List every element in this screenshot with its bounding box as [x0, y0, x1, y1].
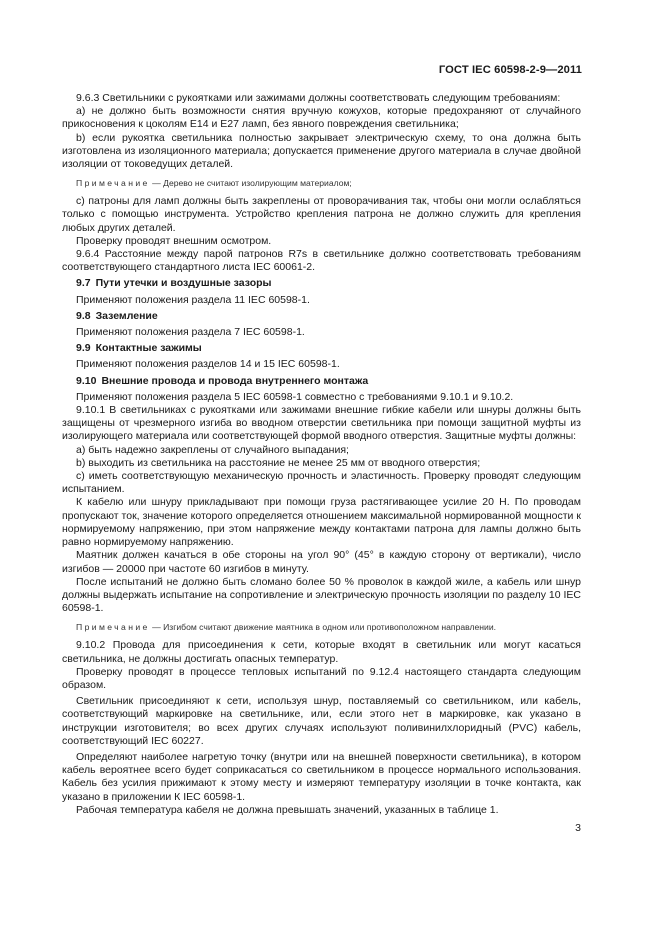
clause-9-10-1-c: c) иметь соответствующую механическую прочность и эластичность. Проверку проводят следующим испытанием.: [62, 470, 581, 496]
document-header: ГОСТ IEC 60598-2-9—2011: [438, 64, 582, 76]
check-visual: Проверку проводят внешним осмотром.: [76, 234, 272, 247]
page-number: 3: [575, 822, 581, 834]
clause-9-10-2-connect: Светильник присоединяют к сети, используя шнур, поставляемый со светильником, или кабель, соответствующий маркировке на светильнике, или, если этого нет в маркировке, как указано в инструкции изготовителя; во всех других случаях используют поливинилхлоридный (PVC) кабель, соответствующий IEC 60227.: [62, 695, 581, 747]
clause-9-6-3-c: c) патроны для ламп должны быть закреплены от проворачивания так, чтобы они могли ослабляться только с помощью инструмента. Устройство крепления патрона не должно служить для крепления любых других деталей.: [62, 195, 581, 234]
test-result: После испытаний не должно быть сломано более 50 % проволок в каждой жиле, а кабель или шнур должны выдержать испытание на сопротивление и электрическую прочность изоляции по разделу 10 IEC 60598-1.: [62, 575, 581, 615]
note-label: Примечание: [76, 178, 150, 189]
section-number: 9.8: [76, 309, 91, 322]
section-title: Внешние провода и провода внутреннего монтажа: [101, 374, 369, 387]
clause-9-10-2: 9.10.2 Провода для присоединения к сети, которые входят в светильник или могут касаться светильника, не должны достигать опасных температур.: [62, 639, 581, 665]
clause-9-6-3: 9.6.3 Светильники с рукоятками или зажимами должны соответствовать следующим требованиям:: [76, 92, 561, 104]
test-load: К кабелю или шнуру прикладывают при помощи груза растягивающее усилие 20 Н. По проводам пропускают ток, значение которого определяется отношением максимальной нормированной мощности к нормируемому напряжению, при этом напряжение между контактами патрона для лампы должно быть равно нормируемому напряжению.: [62, 496, 581, 549]
section-title: Заземление: [95, 309, 158, 322]
clause-9-6-3-b: b) если рукоятка светильника полностью закрывает электрическую схему, то она должна быть изготовлена из изоляционного материала; допускается применение другого материала в случае двойной изоляции от токоведущих деталей.: [62, 131, 581, 171]
clause-9-10-1-a: a) быть надежно закреплены от случайного выпадания;: [76, 443, 349, 456]
section-heading-9-8: [62, 310, 581, 323]
note-wood: [62, 177, 581, 189]
clause-9-10-1: 9.10.1 В светильниках с рукоятками или зажимами внешние гибкие кабели или шнуры должны быть защищены от чрезмерного изгиба во вводном отверстии светильника при помощи защитной муфты из изолирующего материала или соответствующей формой вводного отверстия. Защитные муфты должны:: [62, 404, 581, 443]
section-number: 9.10: [76, 374, 97, 387]
test-pendulum: Маятник должен качаться в обе стороны на угол 90° (45° в каждую сторону от вертикали), число изгибов — 20000 при частоте 60 изгибов в минуту.: [62, 549, 581, 575]
section-heading-9-9: [62, 342, 581, 355]
clause-9-8-text: Применяют положения раздела 7 IEC 60598-1.: [76, 326, 305, 339]
note-text: — Изгибом считают движение маятника в одном или противоположном направлении.: [149, 622, 497, 633]
section-heading-9-10: [62, 375, 581, 388]
clause-9-10-2-hottest: Определяют наиболее нагретую точку (внутри или на внешней поверхности светильника), в котором кабель вероятнее всего будет соприкасаться со светильником в процессе нормального использования. Кабель без усилия прижимают к этому месту и измеряют температуру изоляции в точке контакта, как указано в приложении К IEC 60598-1.: [62, 750, 581, 803]
section-number: 9.7: [76, 277, 91, 290]
clause-9-10-2-temp: Рабочая температура кабеля не должна превышать значений, указанных в таблице 1.: [76, 803, 499, 816]
clause-9-6-3-a: a) не должно быть возможности снятия вручную кожухов, которые предохраняют от случайного прикосновения к цоколям E14 и E27 ламп, без явного повреждения светильника;: [62, 105, 581, 131]
clause-9-10-2-check: Проверку проводят в процессе тепловых испытаний по 9.12.4 настоящего стандарта следующим образом.: [62, 665, 581, 691]
clause-9-9-text: Применяют положения разделов 14 и 15 IEC 60598-1.: [76, 358, 340, 371]
clause-9-7-text: Применяют положения раздела 11 IEC 60598-1.: [76, 293, 310, 306]
clause-9-10-text: Применяют положения раздела 5 IEC 60598-1 совместно с требованиями 9.10.1 и 9.10.2.: [76, 390, 514, 403]
section-title: Пути утечки и воздушные зазоры: [95, 277, 272, 290]
note-text: — Дерево не считают изолирующим материалом;: [149, 178, 352, 189]
note-label: Примечание: [76, 622, 150, 633]
clause-9-6-4: 9.6.4 Расстояние между парой патронов R7s в светильнике должно соответствовать требованиям соответствующего стандартного листа IEC 60061-2.: [62, 248, 581, 274]
note-bend: [62, 621, 581, 633]
clause-9-10-1-b: b) выходить из светильника на расстояние не менее 25 мм от вводного отверстия;: [76, 456, 481, 469]
section-heading-9-7: [62, 277, 581, 290]
section-title: Контактные зажимы: [95, 342, 202, 355]
page-content: [62, 92, 581, 817]
section-number: 9.9: [76, 342, 91, 355]
